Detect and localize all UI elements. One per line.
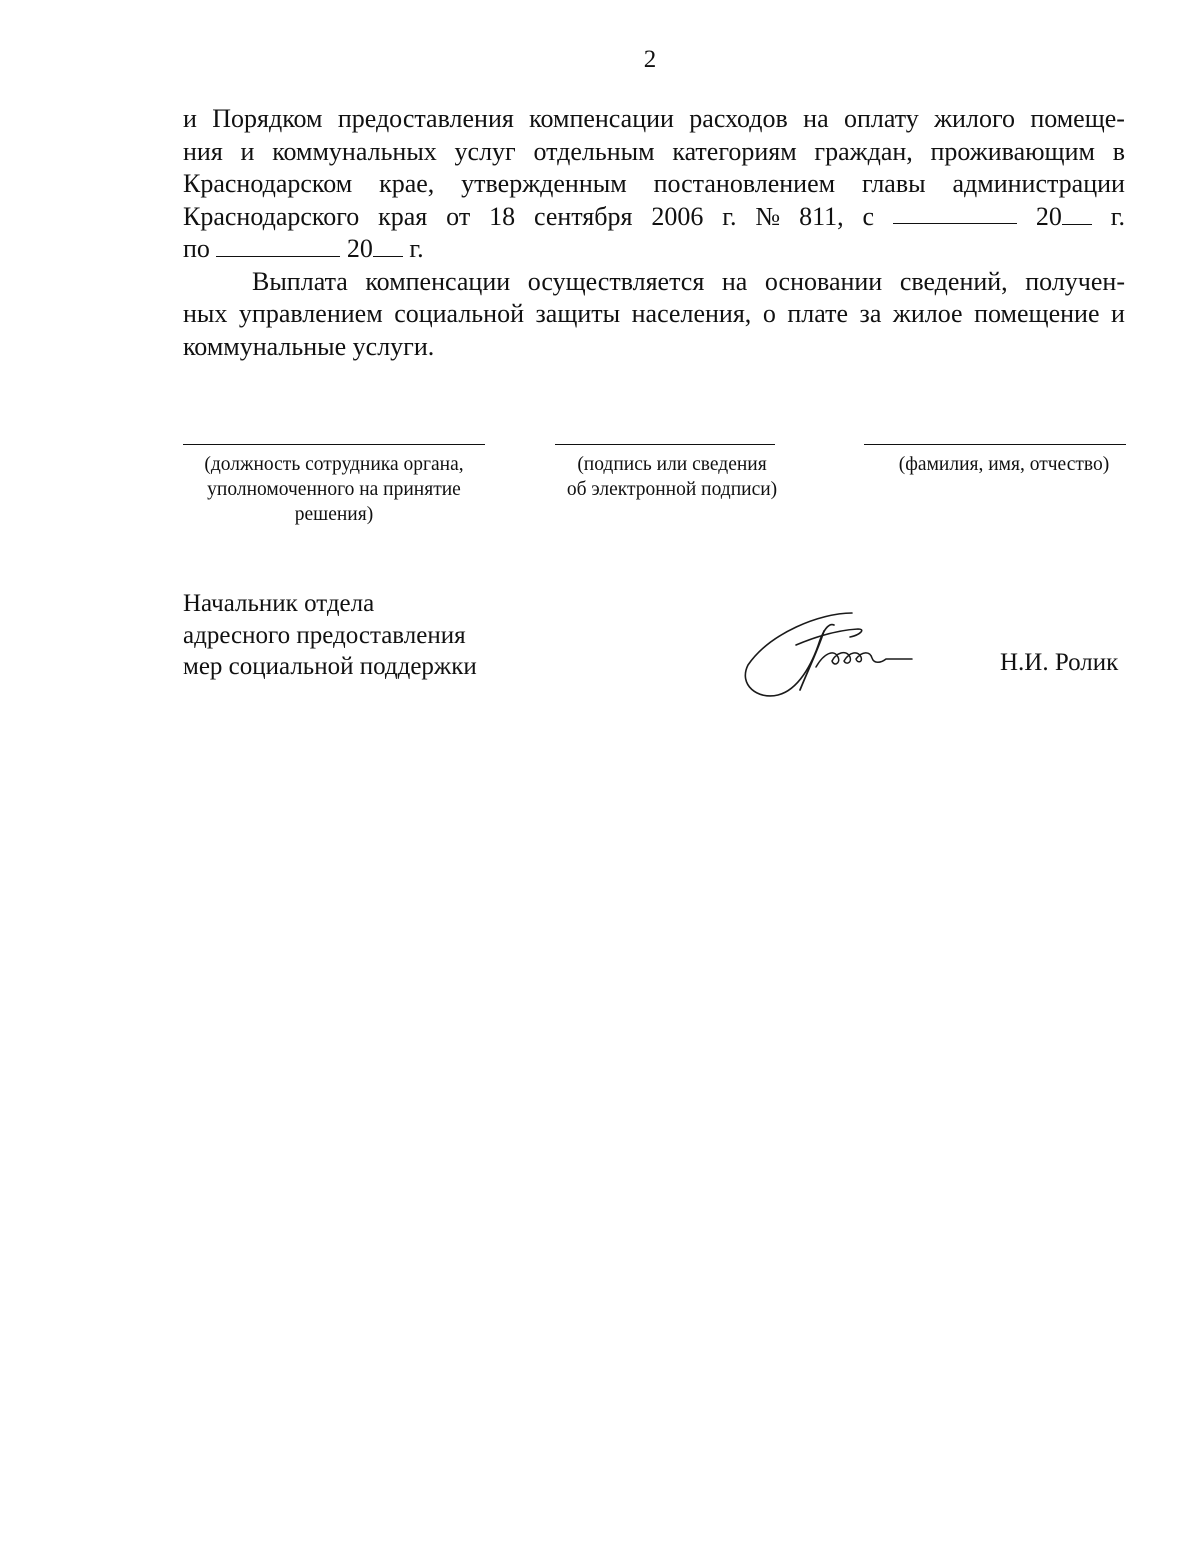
word: ных — [183, 299, 228, 328]
word: жилое — [892, 299, 963, 328]
word: услуг — [454, 136, 516, 166]
word: расходов — [689, 104, 788, 133]
word: компенсации — [365, 266, 511, 296]
paragraph-1 — [183, 103, 1125, 266]
paragraph-2-line-3: коммунальные услуги. — [183, 331, 435, 361]
word: на — [721, 266, 748, 296]
word: от — [446, 201, 471, 231]
word: жилого — [934, 104, 1015, 133]
word: 811, — [799, 201, 844, 231]
word: о — [762, 299, 776, 328]
paragraph-2-line-2 — [183, 298, 1125, 331]
word: предоставления — [337, 104, 514, 133]
word: плате — [787, 299, 849, 328]
signature-line — [555, 444, 775, 445]
word: ния — [183, 136, 223, 166]
word: категориям — [672, 136, 797, 166]
word: осуществляется — [527, 266, 705, 296]
word: и — [183, 104, 197, 133]
position-line: Начальник отдела — [183, 590, 375, 617]
word: г. — [722, 201, 737, 231]
word: Краснодарском — [183, 169, 353, 198]
word: и — [240, 136, 255, 166]
word: края — [378, 201, 428, 231]
word: г. — [409, 234, 424, 263]
start-year — [1036, 201, 1092, 234]
position-line: адресного предоставления — [183, 621, 466, 649]
position-line: мер социальной поддержки — [183, 653, 477, 680]
word: населения, — [631, 299, 752, 328]
caption-line: уполномоченного на принятие — [207, 479, 461, 500]
word: сентября — [533, 201, 633, 231]
end-date-blank — [216, 234, 340, 257]
word: Выплата — [252, 266, 348, 296]
word: помещение — [974, 299, 1100, 328]
word: 18 — [489, 201, 516, 231]
paragraph-2 — [183, 266, 1125, 364]
word: отдельным — [533, 136, 655, 166]
word: постановлением — [653, 169, 836, 198]
signature-caption — [530, 452, 814, 502]
year-prefix: 20 — [346, 234, 373, 263]
word: главы — [861, 169, 926, 198]
word: на — [803, 104, 829, 133]
word: помеще- — [1030, 104, 1125, 133]
signatory-name: Н.И. Ролик — [1000, 649, 1119, 676]
word: за — [859, 299, 882, 328]
word: по — [183, 234, 210, 263]
paragraph-1-line-5 — [183, 233, 1125, 266]
paragraph-1-line-2 — [183, 136, 1125, 169]
word: с — [862, 201, 875, 231]
body-text — [183, 103, 1125, 363]
word: проживающим — [930, 136, 1095, 166]
caption-line: об электронной подписи) — [566, 479, 778, 500]
caption-line: (подпись или сведения — [577, 454, 767, 475]
full-name-caption — [870, 452, 1138, 477]
word: компенсации — [529, 104, 674, 133]
word: коммунальных — [272, 136, 437, 166]
word: Краснодарского — [183, 201, 360, 231]
caption-line: (фамилия, имя, отчество) — [898, 454, 1110, 475]
word: администрации — [952, 169, 1125, 198]
word: г. — [1110, 201, 1125, 231]
word: в — [1112, 136, 1125, 166]
word: оплату — [843, 104, 919, 133]
word: получен- — [1025, 266, 1125, 296]
position-caption — [173, 452, 495, 527]
word: социальной — [394, 299, 524, 328]
handwritten-signature — [740, 605, 930, 705]
paragraph-1-line-1 — [183, 103, 1125, 136]
paragraph-1-line-3 — [183, 168, 1125, 201]
paragraph-1-line-4 — [183, 201, 1125, 234]
word: сведений, — [899, 266, 1008, 296]
start-date-blank — [893, 201, 1017, 224]
paragraph-2-line-1 — [183, 266, 1125, 299]
end-year-blank — [373, 234, 403, 257]
word: 2006 — [651, 201, 704, 231]
caption-line: решения) — [294, 504, 374, 525]
page-number: 2 — [643, 46, 657, 73]
word: управлением — [238, 299, 383, 328]
signature-lines — [0, 444, 1200, 446]
word: утвержденным — [461, 169, 627, 198]
word: защиты — [535, 299, 621, 328]
word: крае, — [379, 169, 435, 198]
position-signature-line — [183, 444, 485, 445]
word: и — [1111, 299, 1125, 328]
word: Порядком — [212, 104, 323, 133]
caption-line: (должность сотрудника органа, — [204, 454, 464, 475]
word: основании — [764, 266, 883, 296]
word: № — [755, 201, 781, 231]
word: граждан, — [814, 136, 913, 166]
signatory-position — [183, 588, 477, 683]
full-name-signature-line — [864, 444, 1126, 445]
start-year-blank — [1062, 202, 1092, 225]
year-prefix: 20 — [1035, 201, 1062, 231]
